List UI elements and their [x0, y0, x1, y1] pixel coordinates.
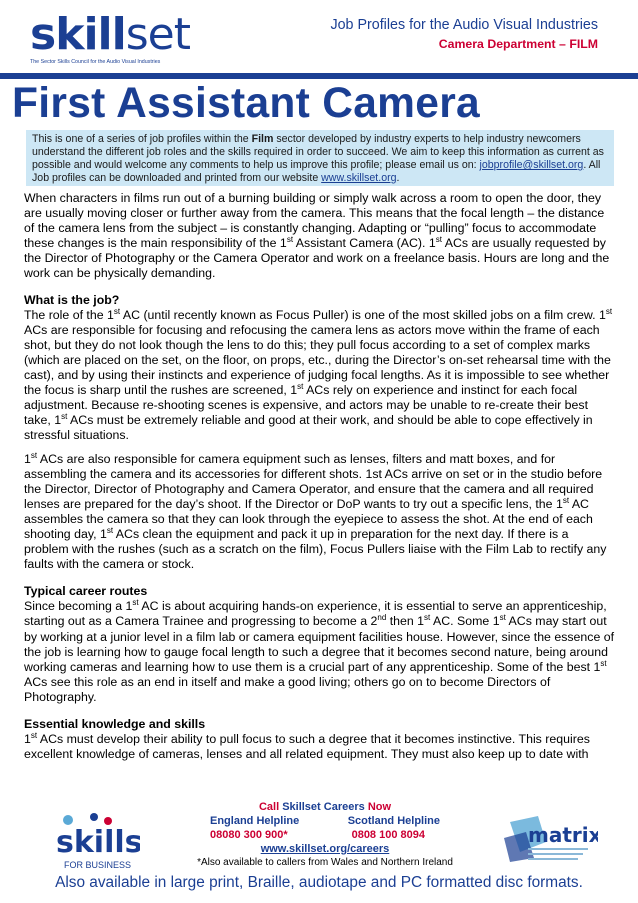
england-helpline-label: England Helpline [210, 815, 300, 827]
skillset-logo [30, 9, 220, 70]
paragraph: The role of the 1st AC (until recently known as Focus Puller) is one of the most skilled jobs on a film crew. 1st ACs are responsible for focusing and refocusing the camera lens as actors move within the frame of each shot, but they do not look though the lens to do this; they pull focus according to a set of complex marks (which are placed on the set, on the floor, on props, etc., during the Director’s on-set rehearsal time with the cast), and by using their instincts and experience of judging focal lengths. As it is impossible to see whether the focus is sharp until the rushes are screened, 1st ACs rely on experience and instinct for each focal adjustment. Because re-shooting scenes is expensive, and actors may be unable to re-create their best take, 1st ACs must be extremely reliable and good at their work, and should be able to cope effectively in stressful situations. [24, 306, 613, 443]
intro-film: Film [251, 133, 274, 145]
skills-word: skills [56, 825, 140, 860]
intro-text: This is one of a series of job profiles within the [32, 133, 252, 145]
email-link[interactable]: jobprofile@skillset.org [479, 159, 584, 171]
website-link[interactable]: www.skillset.org [321, 172, 397, 184]
header-rule [0, 73, 638, 79]
scotland-helpline-label: Scotland Helpline [347, 815, 440, 827]
series-title: Job Profiles for the Audio Visual Industries [330, 17, 598, 33]
main-body [24, 191, 616, 770]
paragraph: 1st ACs must develop their ability to pull focus to such a degree that it becomes instinctive. This requires excellent knowledge of cameras, lenses and all related equipment. They must also keep up to date with [24, 730, 590, 762]
paragraph: When characters in films run out of a burning building or simply walk across a room to open the door, they are usually moving closer or further away from the camera. This means that the focal length – the distance of the camera lens from the subject – is constantly changing. Adapting or “pulling” focus to accommodate these changes is the main responsibility of the 1st Assistant Camera (AC). 1st ACs are usually requested by the Director of Photography or the Camera Operator and work on a freelance basis. Hours are long and the work can be physically demanding. [24, 191, 610, 281]
department-label: Camera Department – FILM [438, 37, 598, 51]
page-title: First Assistant Camera [12, 80, 480, 127]
footnote: *Also available to callers from Wales and Northern Ireland [197, 857, 453, 868]
paragraph: 1st ACs are also responsible for camera equipment such as lenses, filters and matt boxes, and for assembling the camera and its accessories for different shots. 1st ACs arrive on set or in the studio before the Director, Director of Photography and Camera Operator, and ensure that the camera and all required lenses are prepared for the day’s shoot. If the Director or DoP wants to try out a specific lens, the 1st AC assembles the camera so that they can look through the eyepiece to assess the shot. At the end of each shooting day, 1st ACs clean the equipment and pack it up in preparation for the next day. If there is a problem with the rushes (such as a scratch on the film), Focus Pullers liaise with the Film Lab to rectify any faults with the camera or stock. [24, 450, 607, 572]
logo-skill: skill [30, 9, 126, 60]
section-heading: Typical career routes [24, 584, 148, 599]
section-heading: What is the job? [24, 292, 120, 307]
helpline-block: Call Skillset Careers Now England Helpline Scotland Helpline 08080 300 900* 0808 100 8094 www.skillset.org/careers *Also available to callers from Wales and Northern Ireland [180, 800, 470, 870]
intro-text: . All Job profiles can be downloaded and printed from our website [32, 159, 601, 184]
accessibility-note: Also available in large print, Braille, audiotape and PC formatted disc formats. [55, 874, 583, 891]
intro-box [26, 130, 614, 186]
skills-for-business-logo [50, 812, 140, 876]
england-helpline-number: 08080 300 900* [210, 829, 288, 841]
intro-text: sector developed by industry experts to help industry newcomers understand the different job roles and the skills required in order to succeed. We aim to keep this information as current as possible and would welcome any comments to help us improve this profile; please email us on: [32, 133, 604, 171]
logo-tagline: The Sector Skills Council for the Audio Visual Industries [30, 59, 161, 65]
careers-link[interactable]: www.skillset.org/careers [260, 843, 390, 855]
intro-text: . [396, 172, 400, 184]
matrix-logo [498, 812, 598, 870]
scotland-helpline-number: 0808 100 8094 [351, 829, 425, 841]
paragraph: Since becoming a 1st AC is about acquiring hands-on experience, it is essential to serve an apprenticeship, starting out as a Camera Trainee and progressing to become a 2nd then 1st AC. Some 1st ACs may start out by working at a junior level in a film lab or camera equipment facilities house. However, since the essence of the job is learning how to gauge focal length to such a degree that it becomes second nature, being around working cameras and learning how to use them is a crucial part of any apprenticeship. Some of the best 1st ACs see this role as an end in itself and make a good living; others go on to become Directors of Photography. [24, 598, 615, 704]
skills-sub: FOR BUSINESS [64, 860, 132, 870]
section-heading: Essential knowledge and skills [24, 717, 206, 731]
matrix-word: matrix [528, 823, 598, 847]
logo-set: set [125, 9, 190, 60]
